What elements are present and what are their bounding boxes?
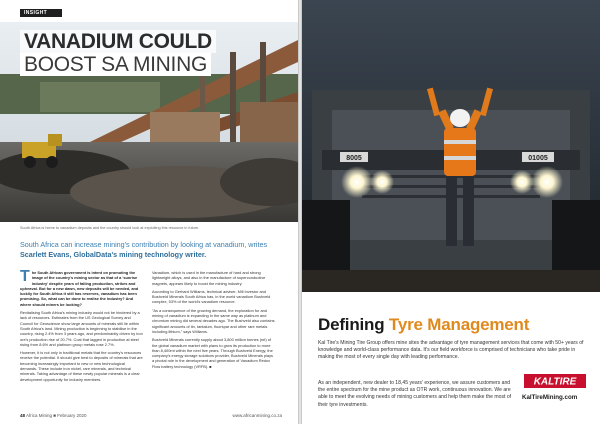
headline-part1: Defining: [318, 315, 389, 334]
headline-part2: Tyre Management: [388, 315, 530, 334]
kaltire-logo-text: KALTIRE: [533, 376, 577, 388]
article-title-line1: VANADIUM COULD: [20, 30, 216, 53]
drop-cap: T: [20, 268, 30, 285]
article-title-line2: BOOST SA MINING: [20, 53, 211, 76]
right-page-advert: [302, 0, 600, 424]
standfirst-author: Scarlett Evans, GlobalData's mining technology writer.: [20, 249, 207, 259]
article-standfirst: [20, 240, 282, 259]
lead-text: he South African government is intent on promoting the image of the country's mining sector as that of a 'sunrise industry' despite years of falling production, strikes and upheaval. But for a new dawn, new deposits will be needed, and luckily for South Africa it still has reserves, vanadium has been promising. So, what can be done to realise the industry? And where should miners be looking?: [20, 270, 139, 307]
footer-url: www.africanmining.co.za: [232, 413, 282, 418]
lead-paragraph: [20, 270, 143, 307]
footer-date: February 2020: [57, 413, 87, 418]
body-paragraph: "As a consequence of the growing demand, the exploration for and mining of vanadium is expanding in the same way as platinum and chromium mining did several decades ago. The Bushveld also contains significant amounts of tin, tantalum, fluorspar and other rare metals including lithium," says Williams.: [152, 307, 275, 334]
section-tag: INSIGHT: [20, 9, 62, 17]
article-title: [20, 30, 216, 76]
body-paragraph: Vanadium, which is used in the manufacture of hard and strong lightweight alloys, and also in the manufacture of superconductive magnets, appears likely to boost the mining industry.: [152, 270, 266, 286]
article-column-1: [20, 270, 143, 385]
advert-headline: [318, 315, 529, 335]
haul-truck-night-photo: [302, 0, 600, 292]
footer-publication: Africa Mining: [26, 413, 53, 418]
page-footer: 48 Africa Mining ■ February 2020 www.africanmining.co.za: [20, 413, 282, 418]
truck-number-left: 8005: [346, 155, 362, 162]
truck-number-right: 01005: [528, 155, 548, 162]
body-paragraph: Revitalising South Africa's mining industry would not be hindered by a lack of resources. Estimates from the US Geological Survey and Council for Geoscience show large amounts of minerals still lie within South Africa's land. Mining production is beginning to stabilise in the country, rising 2.4% from 3 years ago, and predominantly driven by iron ore's production rise of 20.7%. Coal that lagged in production at steel rising from 8.6% and platinum group metals rose 2.7%.: [20, 310, 143, 347]
kaltire-logo: [524, 374, 586, 388]
body-paragraph: According to Gerhard Williams, technical adviser, Mill Investor and Bushveld Minerals South Africa has, in the world vanadium Bushveld complex, 53% of the world's vanadium resource.: [152, 288, 271, 305]
advert-website[interactable]: KalTireMining.com: [522, 394, 578, 401]
advert-body-2: As an independent, new dealer to 18,45 years' experience, we assure customers and the entire spectrum for the mine product as OTR work, continuous innovation. We are able to meet the evolving needs of mining customers and help them make the most of their tyre investments.: [318, 380, 512, 408]
advert-body-1: Kal Tire's Mining Tire Group offers mine sites the advantage of tyre management services that come with 50+ years of knowledge and world-class performance data. It's our field workforce is comprised of technicians who take pride in making the most of every single day with leading performance.: [318, 340, 584, 361]
page-number: 48: [20, 413, 26, 418]
article-column-2: [152, 270, 275, 372]
body-paragraph: Bushveld Minerals currently supply about 3,800 million tonnes (mt) of the global vanadium market with plans to grow its production to more than 8,400mt within the next five years. Through Bushveld Energy, the company's energy storage solutions provider, Bushveld Minerals plays a pivotal role in the development and generation of Vanadium Redox Flow battery technology (VRFB). ■: [152, 337, 273, 369]
photo-caption: South Africa is home to vanadium deposits and the country should look at exploiting this resource in future.: [20, 226, 200, 230]
left-page: [0, 0, 298, 424]
body-paragraph: However, it is not only in traditional metals that the country's resources receive the potential. It should give best to deposits of minerals that are becoming increasingly important to new or new technological demands. These include iron nickel, rare minerals, and technical minerals. Taking advantage of these newly popular minerals is a clear development opportunity for industry members.: [20, 350, 143, 382]
standfirst-text: South Africa can increase mining's contribution by looking at vanadium, writes: [20, 240, 268, 249]
